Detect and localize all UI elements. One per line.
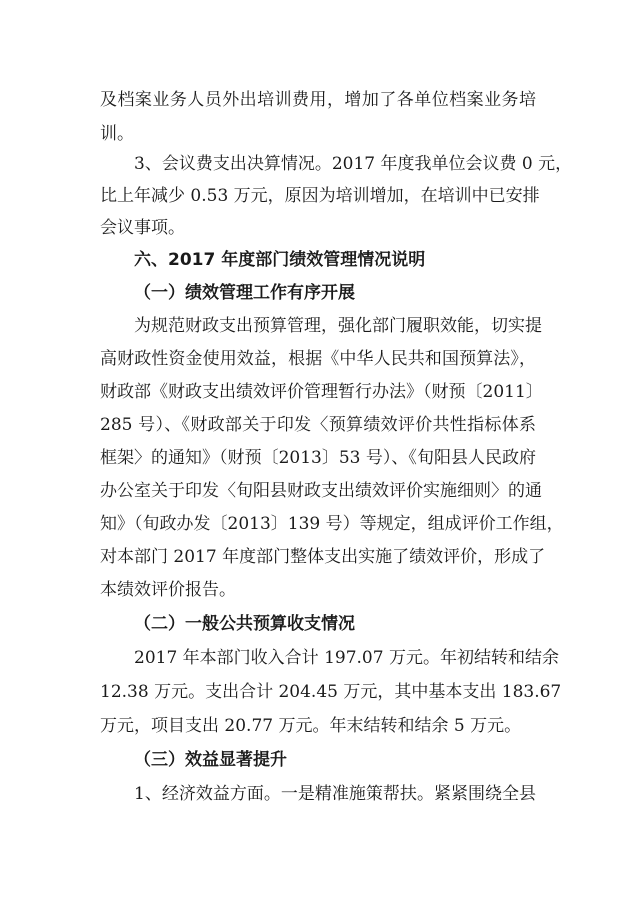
text-line-8: 为规范财政支出预算管理，强化部门履职效能，切实提 (134, 316, 542, 336)
text-line-22: 1、经济效益方面。一是精准施策帮扶。紧紧围绕全县 (134, 784, 536, 804)
subsection-heading-three: （三）效益显著提升 (134, 750, 287, 770)
text-line-3: 3、会议费支出决算情况。2017 年度我单位会议费 0 元， (134, 154, 573, 174)
text-line-16: 本绩效评价报告。 (100, 580, 236, 600)
text-line-1: 及档案业务人员外出培训费用，增加了各单位档案业务培 (100, 90, 536, 110)
text-line-19: 12.38 万元。支出合计 204.45 万元，其中基本支出 183.67 (100, 682, 562, 702)
text-line-14: 知》（旬政办发〔2013〕139 号）等规定，组成评价工作组， (100, 514, 564, 534)
text-line-5: 会议事项。 (100, 218, 185, 238)
text-line-15: 对本部门 2017 年度部门整体支出实施了绩效评价，形成了 (100, 547, 546, 567)
text-line-4: 比上年减少 0.53 万元，原因为培训增加，在培训中已安排 (100, 186, 540, 206)
text-line-10: 财政部《财政支出绩效评价管理暂行办法》（财预〔2011〕 (100, 382, 543, 402)
text-line-20: 万元，项目支出 20.77 万元。年末结转和结余 5 万元。 (100, 716, 522, 736)
section-heading-six: 六、2017 年度部门绩效管理情况说明 (134, 250, 426, 270)
text-line-9: 高财政性资金使用效益，根据《中华人民共和国预算法》， (100, 349, 536, 369)
text-line-11: 285 号）、《财政部关于印发〈预算绩效评价共性指标体系 (100, 415, 536, 435)
text-line-13: 办公室关于印发〈旬阳县财政支出绩效评价实施细则〉的通 (100, 481, 542, 501)
text-line-18: 2017 年本部门收入合计 197.07 万元。年初结转和结余 (134, 648, 559, 668)
subsection-heading-two: （二）一般公共预算收支情况 (134, 614, 355, 634)
text-line-12: 框架〉的通知》（财预〔2013〕53 号）、《旬阳县人民政府 (100, 448, 536, 468)
text-line-2: 训。 (100, 124, 134, 144)
subsection-heading-one: （一）绩效管理工作有序开展 (134, 283, 355, 303)
